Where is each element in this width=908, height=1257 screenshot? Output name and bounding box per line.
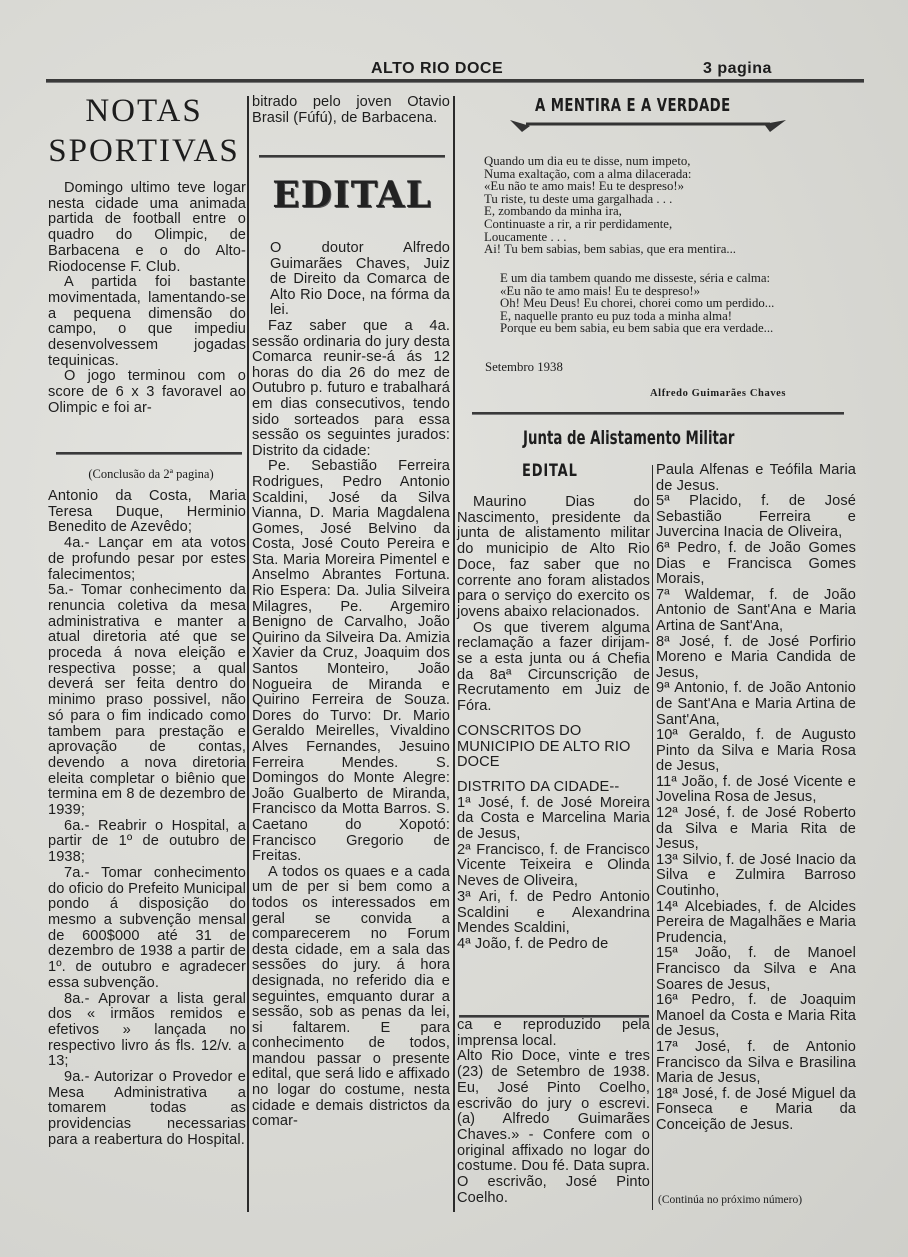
notas-paragraph: Domingo ultimo teve logar nesta cidade uma animada partida de football entre o quadro do Olimpic, de Barbacena e o do Alto-Riodocense F. Club. (48, 180, 246, 275)
notas-end-rule (56, 452, 242, 455)
poem-line: «Eu não te amo mais! Eu te despreso!» (500, 283, 701, 298)
junta-body (457, 495, 650, 953)
edital-paragraph: A todos os quaes e a cada um de per si bem como a todos os interessados em geral se convida a comparecerem no Forum desta cidade, em a sala das sessões do jury. á hora designada, no referido dia e seguintes, emquanto durar a sessão, sob as penas da lei, si faltarem. E para conhecimento de todos, mandou passar o presente edital, que será lido e affixado no logar do costume, nesta cidade e demais districtos da comar- (252, 863, 450, 1130)
conscrito-entry: 14ª Alcebiades, f. de Alcides Pereira de Magalhães e Maria Prudencia, (656, 898, 856, 946)
conscrito-entry: 9ª Antonio, f. de João Antonio de Sant'Ana e Maria Artina de Sant'Ana, (656, 680, 856, 728)
poem-line: Oh! Meu Deus! Eu chorei, chorei como um perdido... (500, 296, 775, 311)
conclusao-paragraph: 9a.- Autorizar o Provedor e Mesa Administrativa a tomarem todas as providencias necessarias para a reabertura do Hospital. (48, 1069, 246, 1148)
conclusao-label: (Conclusão da 2ª pagina) (88, 467, 214, 481)
column-divider (247, 96, 249, 1212)
junta-edital-label: EDITAL (522, 461, 578, 481)
conscrito-entry: 7ª Waldemar, f. de João Antonio de Sant'Ana e Maria Artina de Sant'Ana, (656, 586, 856, 634)
edital-logo: EDITAL (272, 174, 432, 216)
page-number: 3 pagina (703, 60, 772, 77)
notas-paragraph: A partida foi bastante movimentada, lamentando-se a pequena dimensão do campo, o que impediu desenvolvessem jogadas tequinicas. (48, 274, 246, 369)
poem-line: E, naquelle pranto eu puz toda a minha alma! (500, 308, 733, 323)
conclusao-paragraph: 5a.- Tomar conhecimento da renuncia coletiva da mesa administrativa e manter a atual diretoria até que se proceda á nova eleição e respectiva posse; a qual deverá ser feita dentro do minimo praso possivel, não só para o fim indicado como tambem para prestação e aprovação de contas, devendo a nova diretoria eleita completar o biênio que termina em 8 de dezembro de 1939; (48, 582, 246, 819)
conscrito-entry: 4ª João, f. de Pedro de (457, 935, 609, 952)
poem-title-ornament (508, 116, 788, 136)
poem-line: Ai! Tu bem sabias, bem sabias, que era mentira... (484, 242, 736, 257)
left-quill-icon (510, 120, 530, 132)
edital-paragraph: Pe. Sebastião Ferreira Rodrigues, Pedro Antonio Scaldini, José da Silva Vianna, D. Maria Magdalena Gomes, José Belvino da Costa, José Couto Pereira e Sta. Maria Moreira Pimentel e Anselmo Abrantes Fortuna. Rio Espera: Da. Julia Silveira Milagres, Pe. Argemiro Benigno de Carvalho, João Quirino da Silveira Da. Amizia Xavier da Cruz, Joaquim dos Santos Monteiro, João Nogueira de Miranda e Quirino Ferreira de Souza. Dores do Turvo: Dr. Mario Geraldo Meirelles, Vivaldino Alves Fernandes, Jesuino Ferreira Mendes. S. Domingos do Monte Alegre: João Gualberto de Miranda, Francisco da Motta Barros. S. Caetano do Xopotó: Francisco Gregorio de Freitas. (252, 458, 450, 865)
edital-jury-continuation (457, 1018, 650, 1206)
notas-title-line2: SPORTIVAS (48, 133, 240, 169)
column-divider (453, 96, 455, 1212)
conclusao-paragraph: 8a.- Aprovar a lista geral dos « irmãos remidos e efetivos » lançada no respectivo livro ás fls. 12/v. a 13; (48, 990, 246, 1070)
conscrito-entry: 2ª Francisco, f. de Francisco Vicente Teixeira e Olinda Neves de Oliveira, (457, 841, 650, 890)
poem-author: Alfredo Guimarães Chaves (650, 388, 787, 399)
poem-title: A MENTIRA E A VERDADE (535, 95, 731, 116)
conscrito-entry: 5ª Placido, f. de José Sebastião Ferreira e Juvercina Inacia de Oliveira, (656, 493, 856, 541)
junta-title: Junta de Alistamento Militar (523, 427, 735, 449)
header-rule (46, 79, 864, 83)
poem-line: Porque eu bem sabia, eu bem sabia que era verdade... (500, 321, 774, 336)
notas-continued: bitrado pelo joven Otavio Brasil (Fúfú), de Barbacena. (252, 94, 450, 126)
conscrito-entry: 8ª José, f. de José Porfirio Moreno e Maria Candida de Jesus, (656, 633, 856, 681)
conscrito-entry: 3ª Ari, f. de Pedro Antonio Scaldini e Alexandrina Mendes Scaldini, (457, 888, 650, 937)
poem-line: Numa exaltação, com a alma dilacerada: (484, 166, 692, 181)
conscrito-entry: 16ª Pedro, f. de Joaquim Manoel da Costa e Maria Rita de Jesus, (656, 992, 856, 1040)
distrito-heading: DISTRITO DA CIDADE-- (457, 778, 620, 795)
poem-line: E um dia tambem quando me disseste, séria e calma: (500, 271, 771, 285)
notas-body (48, 181, 246, 417)
conscrito-entry: 13ª Silvio, f. de José Inacio da Silva e Zulmira Barroso Coutinho, (656, 851, 856, 900)
poem-line: «Eu não te amo mais! Eu te despreso!» (484, 179, 685, 194)
conscrito-entry: 11ª João, f. de José Vicente e Jovelina Rosa de Jesus, (656, 773, 856, 806)
poem-stanza-1 (484, 155, 736, 256)
conscrito-entry: Paula Alfenas e Teófila Maria de Jesus. (656, 462, 856, 494)
notas-continued-rule (259, 155, 445, 158)
notas-title (44, 91, 244, 171)
notas-title-line1: NOTAS (85, 93, 203, 129)
continua-note: (Continúa no próximo número) (658, 1194, 803, 1206)
edital-paragraph: Faz saber que a 4a. sessão ordinaria do jury desta Comarca reunir-se-á ás 12 horas do dia 26 do mez de Outubro p. futuro e trabalhará em dias consecutivos, tendo sido sorteados para essa sessão os seguintes jurados: Distrito da cidade: (252, 317, 450, 459)
poem-end-rule (472, 412, 844, 415)
column-divider (652, 465, 653, 1210)
junta-paragraph: Maurino Dias do Nascimento, presidente da junta de alistamento militar do municipio de Alto Rio Doce, faz saber que no corrente ano foram alistados para o serviço do exercito os jovens abaixo relacionados. (457, 494, 650, 620)
edital-continuation-paragraph: ca e reproduzido pela imprensa local. (457, 1017, 650, 1049)
conscrito-entry: 17ª José, f. de Antonio Francisco da Silva e Brasilina Maria de Jesus, (656, 1038, 856, 1087)
conscrito-entry: 6ª Pedro, f. de João Gomes Dias e Francisca Gomes Morais, (656, 539, 856, 588)
poem-line: Quando um dia eu te disse, num impeto, (484, 154, 691, 168)
newspaper-title: ALTO RIO DOCE (371, 60, 504, 77)
conclusao-body (48, 489, 246, 1149)
conscrito-entry: 10ª Geraldo, f. de Augusto Pinto da Silva e Maria Rosa de Jesus, (656, 727, 856, 775)
poem-line: Continuaste a rir, a rir perdidamente, (484, 216, 673, 231)
junta-paragraph: Os que tiverem alguma reclamação a fazer dirijam-se a esta junta ou á Chefia da 8aª Circunscrição de Recrutamento em Juiz de Fóra. (457, 619, 650, 715)
poem-line: Loucamente . . . (484, 229, 567, 244)
conclusao-paragraph: 6a.- Reabrir o Hospital, a partir de 1º de outubro de 1938; (48, 817, 246, 866)
conscrito-entry: 1ª José, f. de José Moreira da Costa e Marcelina Maria de Jesus, (457, 794, 650, 843)
poem-date: Setembro 1938 (485, 360, 563, 374)
edital-jury-body (252, 241, 450, 1130)
edital-continuation-paragraph: Alto Rio Doce, vinte e tres (23) de Setembro de 1938. Eu, José Pinto Coelho, escrivão do jury o escrevi. (a) Alfredo Guimarães Chaves.» - Confere com o original affixado no logar do costume. Dou fé. Data supra. O escrivão, José Pinto Coelho. (457, 1048, 650, 1206)
conscritos-list (656, 463, 856, 1134)
edital-paragraph: O doutor Alfredo Guimarães Chaves, Juiz de Direito da Comarca de Alto Rio Doce, na fórma da lei. (270, 240, 450, 319)
notas-paragraph: O jogo terminou com o score de 6 x 3 favoravel ao Olimpic e foi ar- (48, 368, 246, 416)
conscrito-entry: 15ª João, f. de Manoel Francisco da Silva e Ana Soares de Jesus, (656, 945, 856, 993)
poem-line: Tu riste, tu deste uma gargalhada . . . (484, 191, 673, 206)
right-quill-icon (764, 120, 786, 132)
conclusao-paragraph: 7a.- Tomar conhecimento do oficio do Prefeito Municipal pondo á disposição do mesmo a subvenção mensal de 600$000 até 31 de dezembro de 1938 a partir de 1º. de outubro e agradecer essa subvenção. (48, 864, 246, 991)
conclusao-paragraph: Antonio da Costa, Maria Teresa Duque, Herminio Benedito de Azevêdo; (48, 488, 246, 536)
poem-stanza-2 (500, 272, 774, 335)
conscrito-entry: 18ª José, f. de José Miguel da Fonseca e Maria da Conceição de Jesus. (656, 1085, 856, 1133)
conclusao-paragraph: 4a.- Lançar em ata votos de profundo pesar por estes falecimentos; (48, 535, 246, 583)
conscrito-entry: 12ª José, f. de José Roberto da Silva e Maria Rita de Jesus, (656, 805, 856, 853)
poem-line: E, zombando da minha ira, (484, 204, 622, 219)
conscritos-heading: CONSCRITOS DO MUNICIPIO DE ALTO RIO DOCE (457, 722, 631, 771)
